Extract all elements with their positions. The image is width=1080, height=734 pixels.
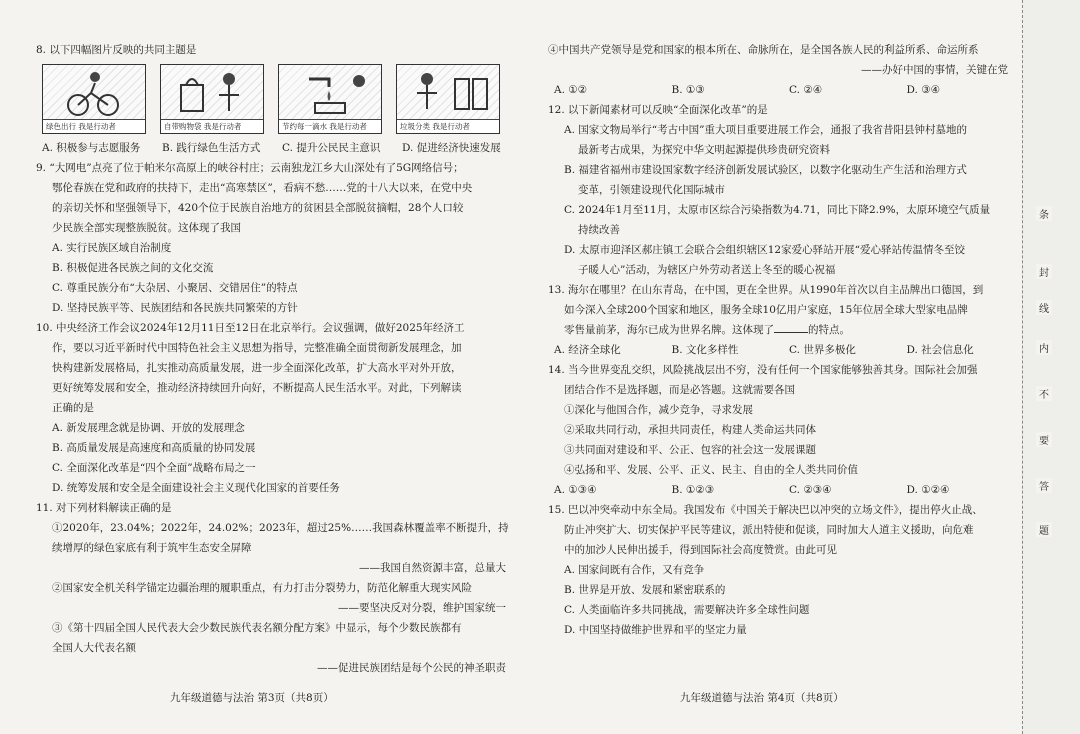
binding-strip-char: 不 [1036,386,1052,401]
q12-option-b-cont: 变革，引领建设现代化国际城市 [578,184,725,196]
q13-option-a: A. 经济全球化 [554,344,621,356]
q11-item-1-attribution: ——我国自然资源丰富，总量大 [359,562,506,574]
q13-option-b: B. 文化多样性 [671,344,739,356]
q12-option-c: C. 2024年1月至11月，太原市区综合污染指数为4.71，同比下降2.9%，太原环境空气质量 [564,204,991,216]
q9-option-b: B. 积极促进各民族之间的文化交流 [52,262,214,274]
q9-line: 少民族全部实现整族脱贫。这体现了我国 [52,222,241,234]
q8-option-a: A. 积极参与志愿服务 [42,142,141,154]
q15-option-d: D. 中国坚持做维护世界和平的坚定力量 [564,624,747,636]
q9-option-c: C. 尊重民族分布“大杂居、小聚居、交错居住”的特点 [52,282,298,294]
q11-item-1-line: ①2020年，23.04%；2022年，24.02%；2023年，超过25%……我国森林覆盖率不断提升，持 [52,522,509,534]
binding-strip-char: 题 [1036,522,1052,537]
q15-option-c: C. 人类面临许多共同挑战，需要解决许多全球性问题 [564,604,810,616]
q14-options [548,480,1018,500]
q13-option-d: D. 社会信息化 [906,344,974,356]
q13-line [548,320,1018,340]
q11-item-2-line: ②国家安全机关科学锚定边疆治理的履职重点，有力打击分裂势力，防范化解重大现实风险 [52,582,472,594]
q11-option-d: D. ③④ [906,84,941,96]
q8-stem: 8. 以下四幅图片反映的共同主题是 [36,44,197,56]
left-page [36,40,516,678]
q10-line: 快构建新发展格局，扎实推动高质量发展，进一步全面深化改革，扩大高水平对外开放， [52,362,462,374]
bicycle-icon [43,65,147,121]
q11-item-3-line: 全国人大代表名额 [52,642,136,654]
answer-blank [774,323,808,333]
q15-line: 15. 巴以冲突牵动中东全局。我国发布《中国关于解决巴以冲突的立场文件》，提出停火止战、 [548,504,983,516]
q10-option-d: D. 统筹发展和安全是全面建设社会主义现代化国家的首要任务 [52,482,340,494]
q10-line: 作，要以习近平新时代中国特色社会主义思想为指导，完整准确全面贯彻新发展理念，加 [52,342,462,354]
picture-green-travel [42,64,146,134]
q9-line: 鄂伦春族在党和政府的扶持下，走出“高寒禁区”，看病不愁……党的十八大以来，在党中央 [52,182,473,194]
q12-option-d-cont: 子暖人心”活动，为辖区户外劳动者送上冬至的暖心祝福 [578,264,836,276]
q11-options [548,80,1018,100]
binding-strip-char: 要 [1036,432,1052,447]
q8-options [36,138,516,158]
binding-strip [1022,0,1080,734]
q10-line: 正确的是 [52,402,94,414]
q10-option-b: B. 高质量发展是高速度和高质量的协同发展 [52,442,256,454]
q13-options [548,340,1018,360]
q13-line-end: 的特点。 [808,324,850,336]
q10-line: 更好统筹发展和安全，推动经济持续回升向好，不断提高人民生活水平。对此，下列解读 [52,382,462,394]
q14-option-c: C. ②③④ [789,484,832,496]
binding-strip-char: 封 [1036,264,1052,279]
q11-item-3-line: ③《第十四届全国人民代表大会少数民族代表名额分配方案》中显示，每个少数民族都有 [52,622,462,634]
q13-line: 如今深入全球200个国家和地区，服务全球10亿用户家庭，15年位居全球大型家电品牌 [564,304,968,316]
right-page-footer: 九年级道德与法治 第4页（共8页） [680,692,844,704]
q11-stem: 11. 对下列材料解读正确的是 [36,502,172,514]
q15-line: 中的加沙人民伸出援手，得到国际社会高度赞赏。由此可见 [564,544,837,556]
water-faucet-icon [279,65,383,121]
q15-option-a: A. 国家间既有合作，又有竞争 [564,564,705,576]
q14-item-4: ④弘扬和平、发展、公平、正义、民主、自由的全人类共同价值 [564,464,858,476]
q12-option-b: B. 福建省福州市建设国家数字经济创新发展试验区，以数字化驱动生产生活和治理方式 [564,164,967,176]
q8-pictures [42,64,516,134]
q14-option-d: D. ①②④ [906,484,950,496]
q10-option-a: A. 新发展理念就是协调、开放的发展理念 [52,422,245,434]
q11-item-2-attribution: ——要坚决反对分裂，维护国家统一 [338,602,506,614]
trash-bin-icon [397,65,501,121]
binding-strip-char: 线 [1036,300,1052,315]
binding-strip-char: 条 [1036,206,1052,221]
shopping-bag-icon [161,65,265,121]
q11-item-4-attribution: ——办好中国的事情，关键在党 [861,64,1008,76]
q13-line-start: 零售量前茅，海尔已成为世界名牌。这体现了 [564,324,774,336]
binding-strip-char: 内 [1036,340,1052,355]
picture-garbage-sorting [396,64,500,134]
q8-option-c: C. 提升公民民主意识 [282,142,381,154]
q9-option-d: D. 坚持民族平等、民族团结和各民族共同繁荣的方针 [52,302,298,314]
q14-item-1: ①深化与他国合作，减少竞争，寻求发展 [564,404,753,416]
q14-line: 团结合作不是选择题，而是必答题。这就需要各国 [564,384,795,396]
q14-option-b: B. ①②③ [671,484,715,496]
picture-caption: 节约每一滴水 我是行动者 [279,119,381,133]
binding-strip-char: 答 [1036,478,1052,493]
q10-option-c: C. 全面深化改革是“四个全面”战略布局之一 [52,462,256,474]
q12-option-a: A. 国家文物局举行“考古中国”重大项目重要进展工作会，通报了我省昔阳县钟村墓地的 [564,124,967,136]
q13-option-c: C. 世界多极化 [789,344,856,356]
q10-line: 10. 中央经济工作会议2024年12月11日至12日在北京举行。会议强调，做好2025年经济工 [36,322,465,334]
q15-line: 防止冲突扩大、切实保护平民等建议，派出特使和促谈，同时加大人道主义援助，向危难 [564,524,974,536]
q12-option-a-cont: 最新考古成果，为探究中华文明起源提供珍贵研究资料 [578,144,830,156]
left-page-footer: 九年级道德与法治 第3页（共8页） [170,692,334,704]
q14-line: 14. 当今世界变乱交织，风险挑战层出不穷，没有任何一个国家能够独善其身。国际社会加强 [548,364,978,376]
picture-caption: 自带购物袋 我是行动者 [161,119,263,133]
picture-caption: 绿色出行 我是行动者 [43,119,145,133]
q12-option-d: D. 太原市迎泽区郝庄镇工会联合会组织辖区12家爱心驿站开展“爱心驿站传温情冬至饺 [564,244,965,256]
q8-option-b: B. 践行绿色生活方式 [162,142,261,154]
q11-option-a: A. ①② [554,84,588,96]
q8-option-d: D. 促进经济快速发展 [402,142,501,154]
q9-line: 9. “大网电”点亮了位于帕米尔高原上的峡谷村庄；云南独龙江乡大山深处有了5G网络信号； [36,162,464,174]
q11-option-b: B. ①③ [671,84,705,96]
q11-item-3-attribution: ——促进民族团结是每个公民的神圣职责 [317,662,506,674]
q9-line: 的亲切关怀和坚强领导下，420个位于民族自治地方的贫困县全部脱贫摘帽，28个人口较 [52,202,464,214]
q11-item-4-line: ④中国共产党领导是党和国家的根本所在、命脉所在，是全国各族人民的利益所系、命运所系 [548,44,979,56]
q11-item-1-line: 续增厚的绿色家底有利于筑牢生态安全屏障 [52,542,252,554]
q11-option-c: C. ②④ [789,84,823,96]
picture-save-water [278,64,382,134]
q13-line: 13. 海尔在哪里？在山东青岛，在中国，更在全世界。从1990年首次以自主品牌出口德国，到 [548,284,984,296]
q15-option-b: B. 世界是开放、发展和紧密联系的 [564,584,726,596]
right-page [548,40,1018,640]
picture-shopping-bag [160,64,264,134]
q14-option-a: A. ①③④ [554,484,597,496]
q12-option-c-cont: 持续改善 [578,224,620,236]
q9-option-a: A. 实行民族区域自治制度 [52,242,172,254]
q14-item-3: ③共同面对建设和平、公正、包容的社会这一发展课题 [564,444,816,456]
q12-stem: 12. 以下新闻素材可以反映“全面深化改革”的是 [548,104,768,116]
q14-item-2: ②采取共同行动，承担共同责任，构建人类命运共同体 [564,424,816,436]
picture-caption: 垃圾分类 我是行动者 [397,119,499,133]
